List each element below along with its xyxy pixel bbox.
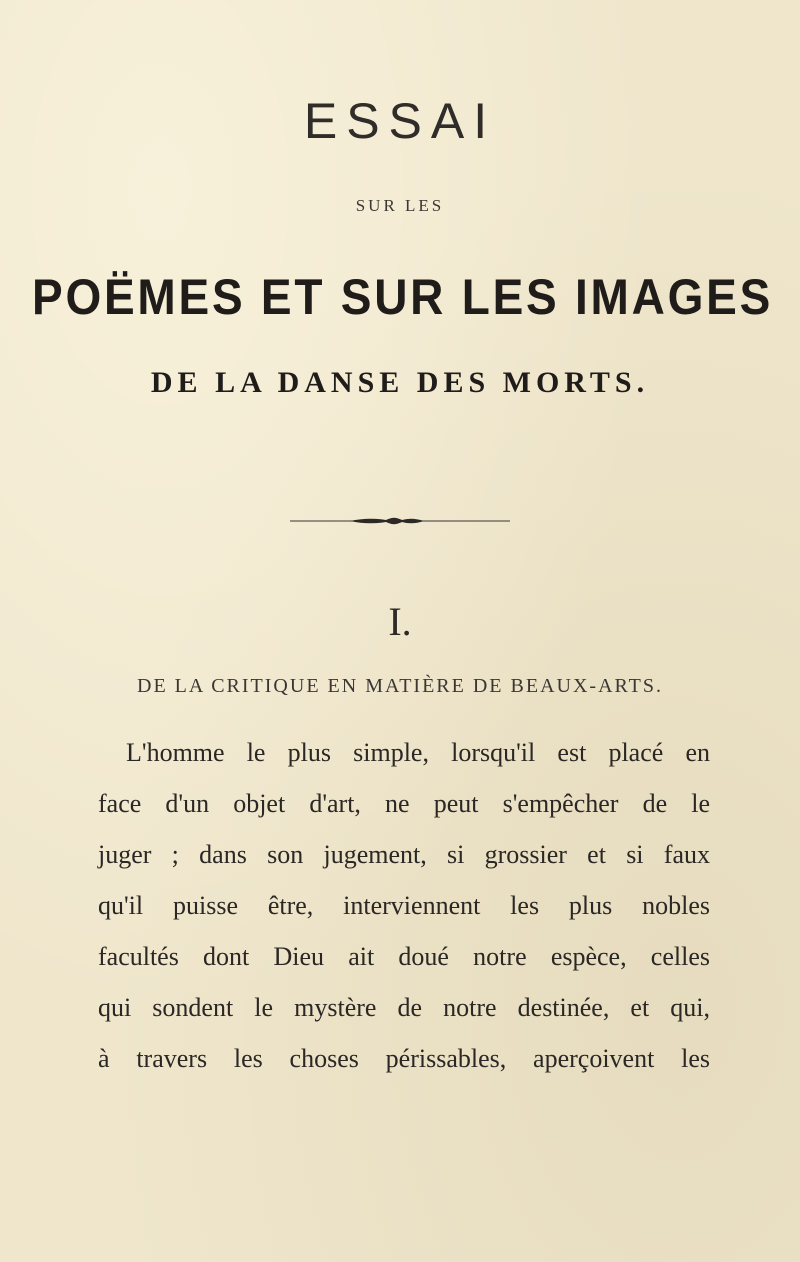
body-line: à travers les choses périssables, aperçoivent les (98, 1044, 710, 1073)
body-line: face d'un objet d'art, ne peut s'empêcher de le (98, 789, 710, 818)
body-line: qui sondent le mystère de notre destinée, et qui, (98, 993, 710, 1022)
chapter-heading: DE LA CRITIQUE EN MATIÈRE DE BEAUX-ARTS. (137, 675, 663, 697)
title-subject: POËMES ET SUR LES IMAGES (32, 269, 774, 325)
body-line: facultés dont Dieu ait doué notre espèce, celles (98, 942, 710, 971)
body-line: juger ; dans son jugement, si grossier et si faux (98, 840, 710, 869)
title-connector: SUR LES (355, 196, 445, 215)
ornament-rule (290, 515, 510, 527)
title-subject-continued: DE LA DANSE DES MORTS. (150, 366, 650, 399)
body-line: L'homme le plus simple, lorsqu'il est placé en (126, 738, 710, 767)
body-line: qu'il puisse être, interviennent les plus nobles (98, 891, 710, 920)
body-paragraph (98, 727, 710, 1084)
title-essai: ESSAI (303, 93, 497, 149)
chapter-numeral: I. (388, 599, 412, 644)
